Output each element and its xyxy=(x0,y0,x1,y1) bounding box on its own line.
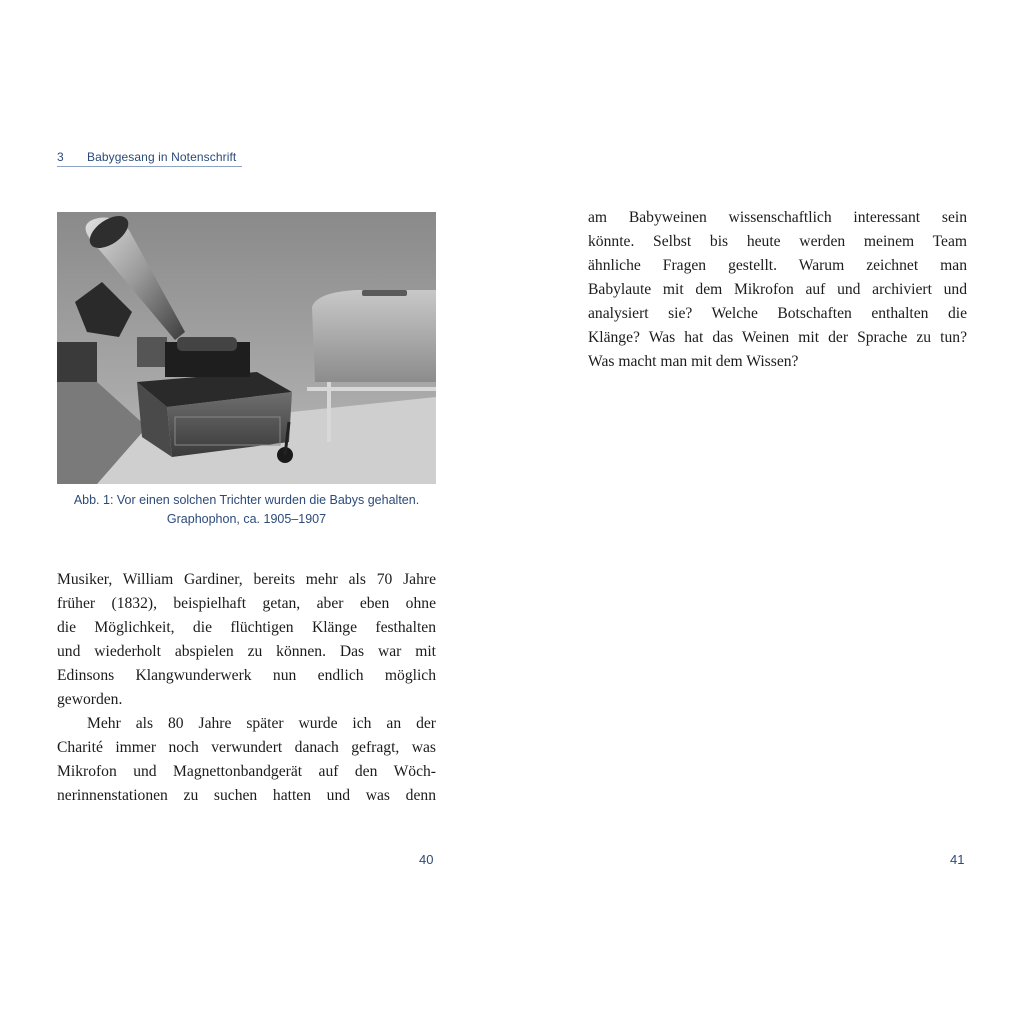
text-line: geworden. xyxy=(57,691,123,708)
caption-line: Graphophon, ca. 1905–1907 xyxy=(166,512,327,526)
page-number: 40 xyxy=(419,852,434,867)
text-line: und wiederholt abspielen zu können. Das war mit xyxy=(57,643,436,660)
phonograph-photo xyxy=(57,212,436,484)
text-line: nerinnenstationen zu suchen hatten und was denn xyxy=(57,787,436,804)
text-line: Mehr als 80 Jahre später wurde ich an der xyxy=(87,715,436,732)
text-line: Charité immer noch verwundert danach gefragt, was xyxy=(57,739,436,756)
text-line: analysiert sie? Welche Botschaften enthalten die xyxy=(588,305,967,322)
text-line: Klänge? Was hat das Weinen mit der Sprache zu tun? xyxy=(588,329,967,346)
text-line: die Möglichkeit, die flüchtigen Klänge festhalten xyxy=(57,619,436,636)
page-number: 41 xyxy=(950,852,965,867)
text-line: Musiker, William Gardiner, bereits mehr als 70 Jahre xyxy=(57,571,436,588)
text-line: am Babyweinen wissenschaftlich interessant sein xyxy=(588,209,967,226)
text-line: früher (1832), beispielhaft getan, aber eben ohne xyxy=(57,595,436,612)
left-body-text xyxy=(57,568,436,808)
running-head xyxy=(57,150,242,167)
right-body-text xyxy=(588,206,967,374)
text-line: Mikrofon und Magnettonbandgerät auf den Wöch- xyxy=(57,763,436,780)
figure-caption xyxy=(57,491,436,529)
text-line: Edinsons Klangwunderwerk nun endlich möglich xyxy=(57,667,436,684)
text-line: könnte. Selbst bis heute werden meinem Team xyxy=(588,233,967,250)
chapter-number: 3 xyxy=(57,150,64,164)
text-line: Was macht man mit dem Wissen? xyxy=(588,353,799,370)
text-line: ähnliche Fragen gestellt. Warum zeichnet man xyxy=(588,257,967,274)
caption-line: Abb. 1: Vor einen solchen Trichter wurden die Babys gehalten. xyxy=(73,493,420,507)
right-page xyxy=(512,0,1024,1024)
text-line: Babylaute mit dem Mikrofon auf und archiviert und xyxy=(588,281,967,298)
chapter-title: Babygesang in Notenschrift xyxy=(87,150,237,164)
